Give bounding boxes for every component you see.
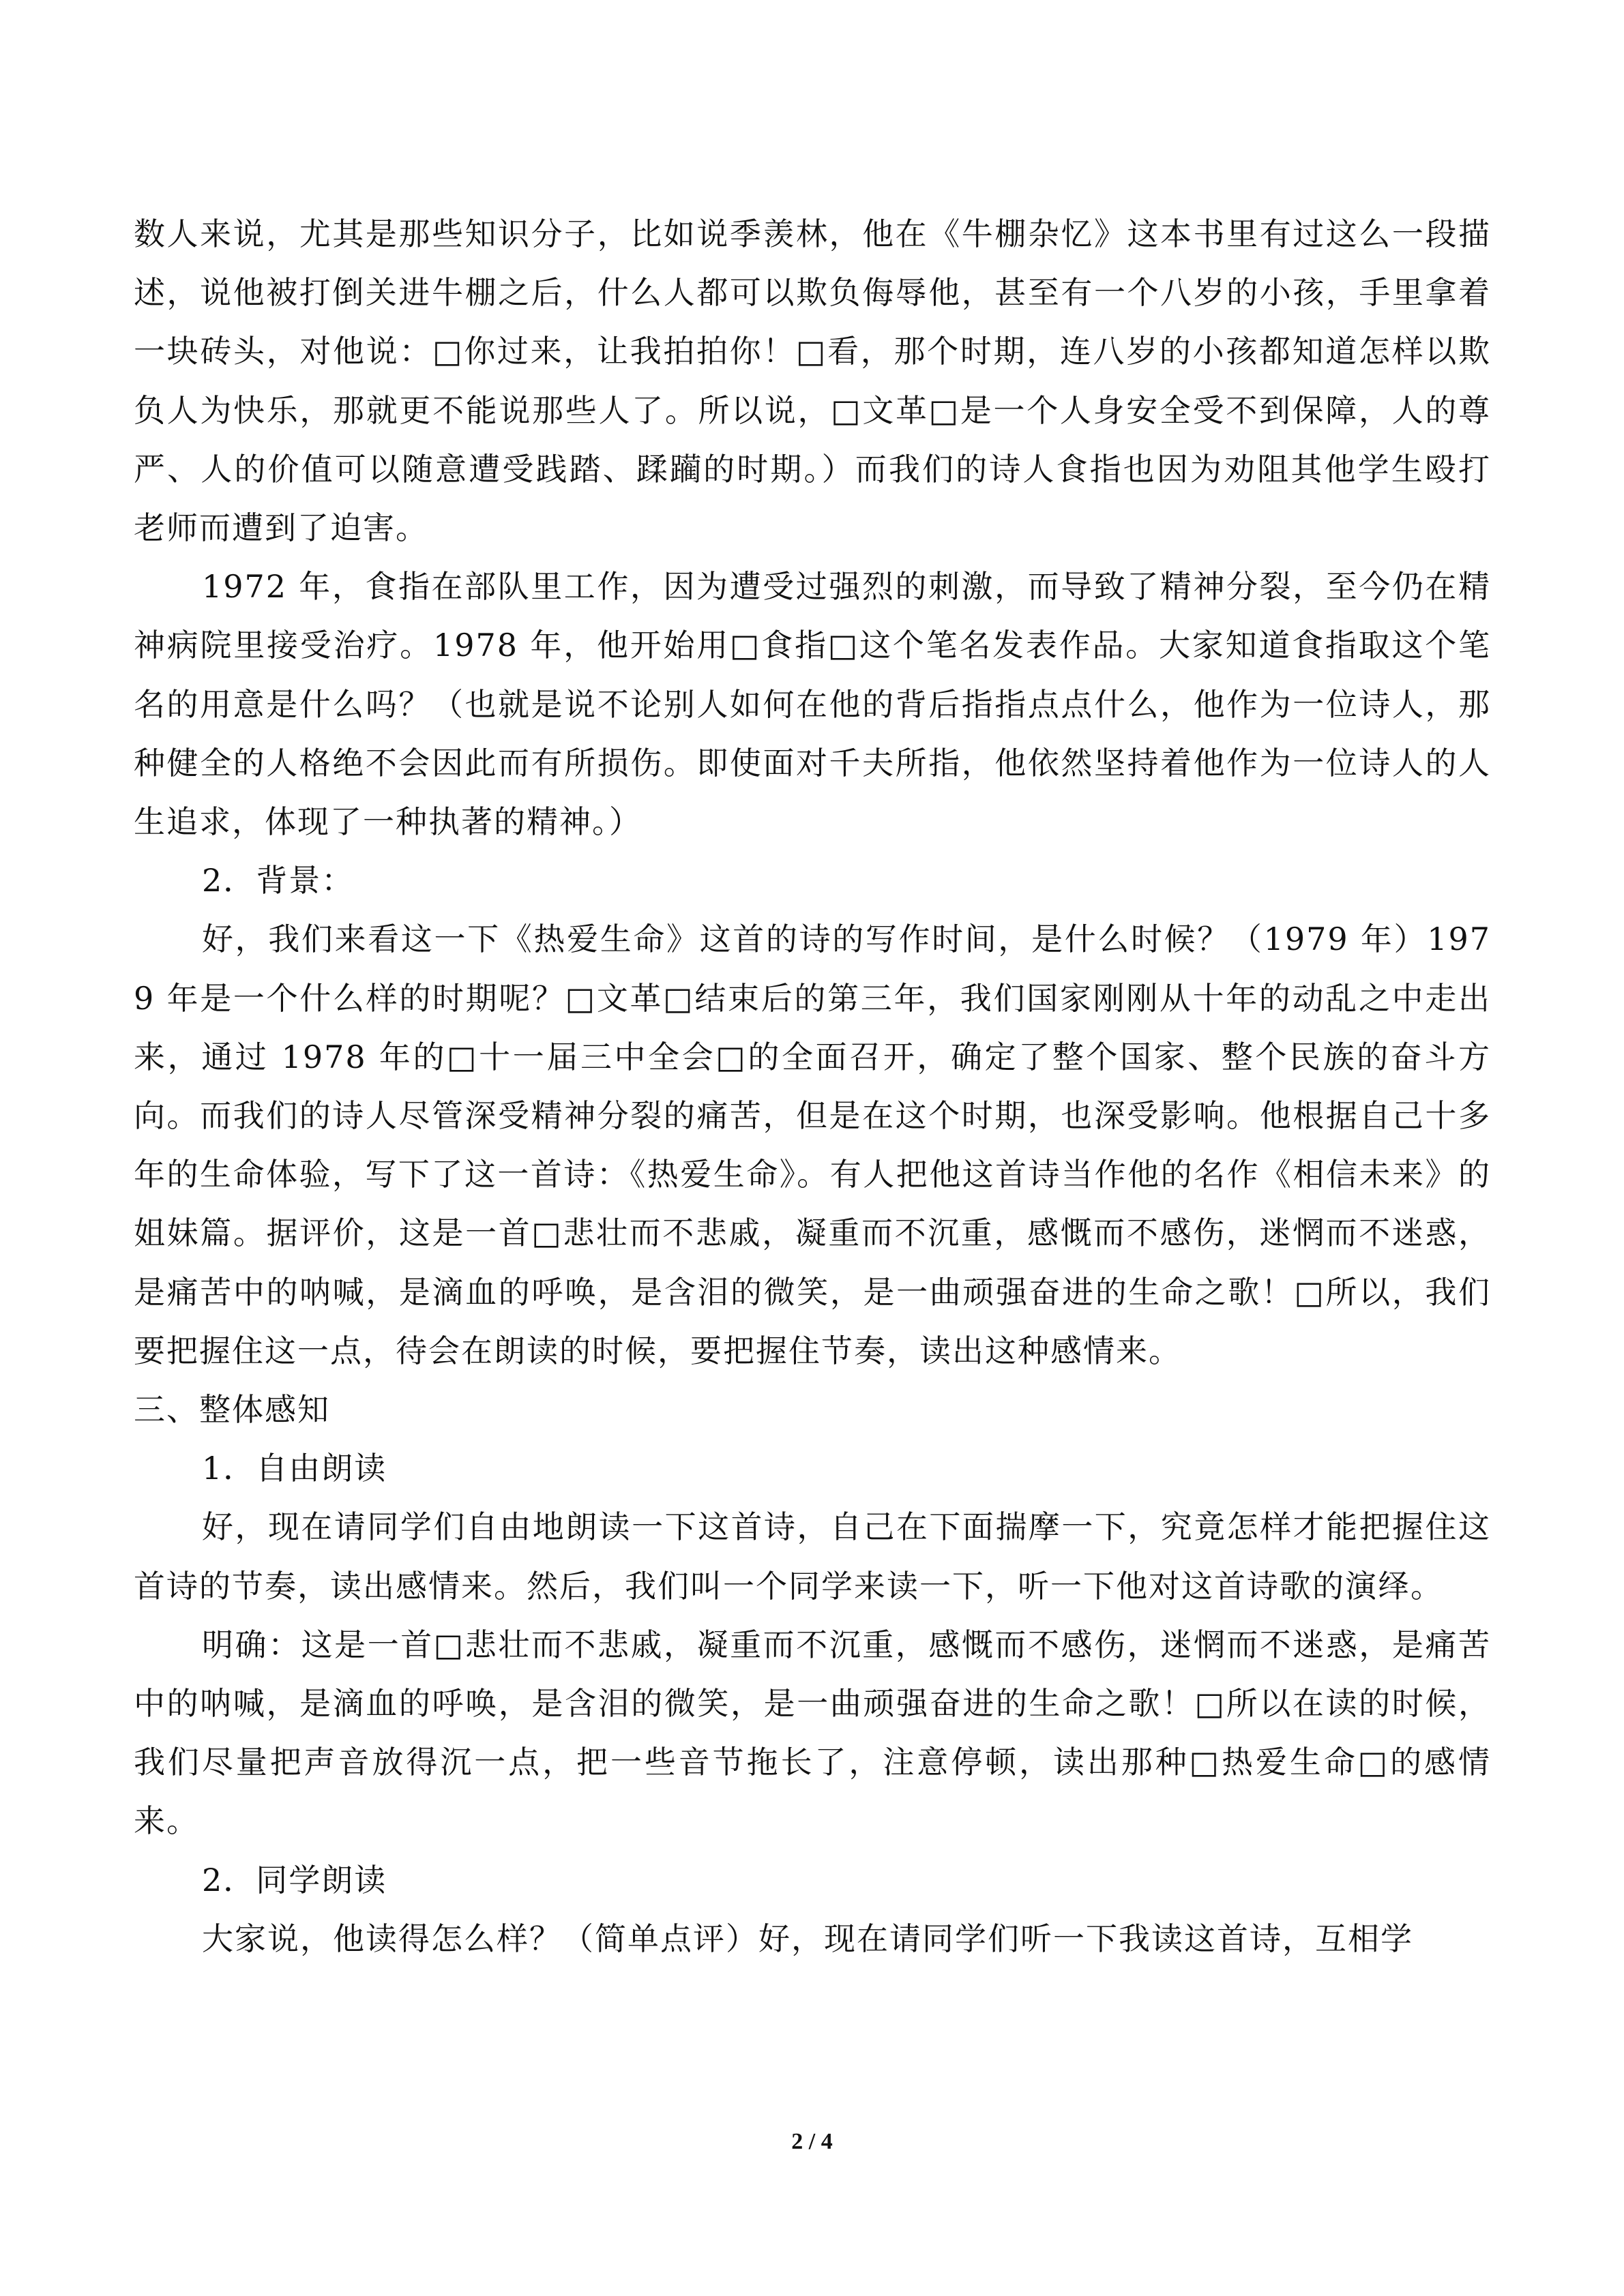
body-paragraph: 1972 年，食指在部队里工作，因为遭受过强烈的刺激，而导致了精神分裂，至今仍在精神病院里接受治疗。1978 年，他开始用□食指□这个笔名发表作品。大家知道食指取这个笔名的用意是什么吗？（也就是说不论别人如何在他的背后指指点点什么，他作为一位诗人，那种健全的人格绝不会因此而有所损伤。即使面对千夫所指，他依然坚持着他作为一位诗人的人生追求，体现了一种执著的精神。） <box>134 568 1491 841</box>
body-paragraph: 好，现在请同学们自由地朗读一下这首诗，自己在下面揣摩一下，究竟怎样才能把握住这首诗的节奏，读出感情来。然后，我们叫一个同学来读一下，听一下他对这首诗歌的演绎。 <box>134 1508 1491 1605</box>
page-number: 2 / 4 <box>791 2129 833 2154</box>
body-paragraph: 数人来说，尤其是那些知识分子，比如说季羡林，他在《牛棚杂忆》这本书里有过这么一段描述，说他被打倒关进牛棚之后，什么人都可以欺负侮辱他，甚至有一个八岁的小孩，手里拿着一块砖头，对他说：□你过来，让我拍拍你！□看，那个时期，连八岁的小孩都知道怎样以欺负人为快乐，那就更不能说那些人了。所以说，□文革□是一个人身安全受不到保障，人的尊严、人的价值可以随意遭受践踏、蹂躏的时期。）而我们的诗人食指也因为劝阻其他学生殴打老师而遭到了迫害。 <box>134 215 1491 547</box>
body-paragraph: 明确：这是一首□悲壮而不悲戚，凝重而不沉重，感慨而不感伤，迷惘而不迷惑，是痛苦中的呐喊，是滴血的呼唤，是含泪的微笑，是一曲顽强奋进的生命之歌！□所以在读的时候，我们尽量把声音放得沉一点，把一些音节拖长了，注意停顿，读出那种□热爱生命□的感情来。 <box>134 1626 1491 1840</box>
body-paragraph: 好，我们来看这一下《热爱生命》这首的诗的写作时间，是什么时候？（1979 年）1979 年是一个什么样的时期呢？□文革□结束后的第三年，我们国家刚刚从十年的动乱之中走出来，通过 1978 年的□十一届三中全会□的全面召开，确定了整个国家、整个民族的奋斗方向。而我们的诗人尽管深受精神分裂的痛苦，但是在这个时期，也深受影响。他根据自己十多年的生命体验，写下了这一首诗：《热爱生命》。有人把他这首诗当作他的名作《相信未来》的姐妹篇。据评价，这是一首□悲壮而不悲戚，凝重而不沉重，感慨而不感伤，迷惘而不迷惑，是痛苦中的呐喊，是滴血的呼唤，是含泪的微笑，是一曲顽强奋进的生命之歌！□所以，我们要把握住这一点，待会在朗读的时候，要把握住节奏，读出这种感情来。 <box>134 921 1491 1369</box>
subsection-heading: 1．自由朗读 <box>202 1450 387 1487</box>
section-heading: 三、整体感知 <box>134 1391 330 1429</box>
body-paragraph: 大家说，他读得怎么样？（简单点评）好，现在请同学们听一下我读这首诗，互相学 <box>202 1920 1413 1957</box>
subsection-heading: 2．背景： <box>202 862 355 899</box>
document-body <box>134 205 1491 1968</box>
subsection-heading: 2．同学朗读 <box>202 1861 387 1898</box>
